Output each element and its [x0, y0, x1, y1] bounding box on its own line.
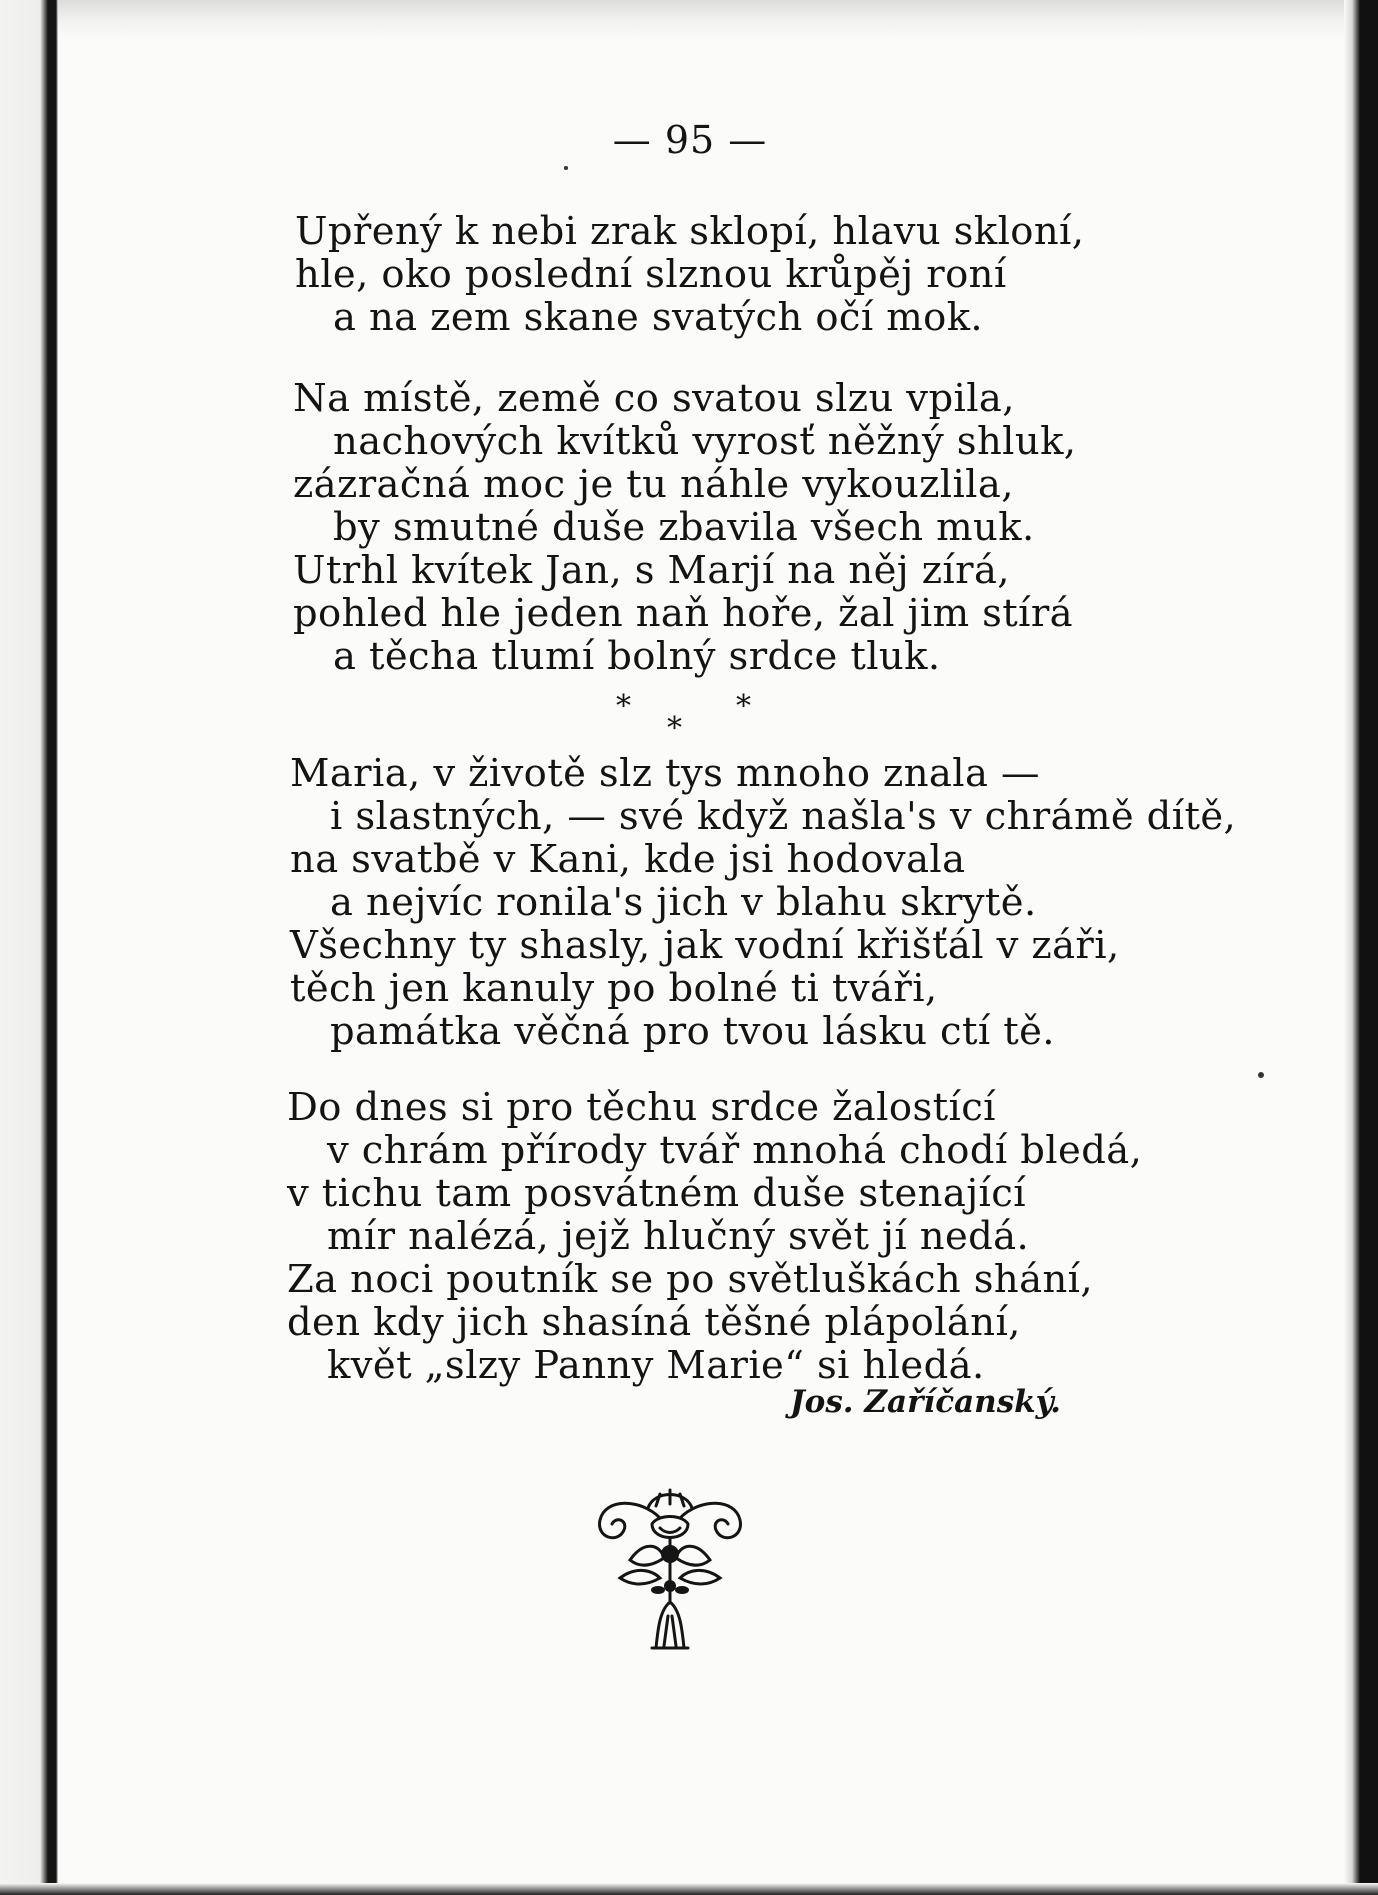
- poem-line: mír nalézá, jejž hlučný svět jí nedá.: [327, 1214, 1030, 1259]
- asterism-star: *: [736, 689, 751, 724]
- poem-line: a na zem skane svatých očí mok.: [333, 295, 984, 340]
- poem-line: zázračná moc je tu náhle vykouzlila,: [293, 462, 1014, 507]
- poem-line: den kdy jich shasíná těšné plápolání,: [287, 1300, 1021, 1345]
- asterism-divider: [612, 688, 762, 748]
- poem-line: těch jen kanuly po bolné ti tváři,: [290, 966, 938, 1011]
- scan-bottom-edge: [0, 1883, 1378, 1895]
- poem-line: v chrám přírody tvář mnohá chodí bledá,: [327, 1128, 1143, 1173]
- poem-line: nachových kvítků vyrosť něžný shluk,: [333, 419, 1077, 464]
- poem-line: a těcha tlumí bolný srdce tluk.: [333, 634, 941, 679]
- poem-line: pohled hle jeden naň hoře, žal jim stírá: [293, 591, 1074, 636]
- poem-line: a nejvíc ronila's jich v blahu skrytě.: [330, 880, 1037, 925]
- poem-line: Na místě, země co svatou slzu vpila,: [293, 376, 1015, 421]
- poem-line: by smutné duše zbavila všech muk.: [333, 505, 1035, 550]
- poem-line: květ „slzy Panny Marie“ si hledá.: [327, 1343, 985, 1388]
- author-signature: Jos. Zaříčanský.: [790, 1384, 1061, 1420]
- scan-right-edge: [1344, 0, 1378, 1895]
- poem-line: Upřený k nebi zrak sklopí, hlavu skloní,: [295, 209, 1085, 254]
- asterism-star: *: [667, 711, 682, 746]
- page-number: — 95 —: [612, 118, 768, 162]
- scan-speck: [564, 166, 568, 170]
- floral-ornament-icon: [590, 1478, 750, 1650]
- scan-speck: [1258, 1072, 1264, 1078]
- asterism-star: *: [616, 689, 631, 724]
- poem-line: Všechny ty shasly, jak vodní křišťál v záři,: [290, 923, 1120, 968]
- poem-line: na svatbě v Kani, kde jsi hodovala: [290, 837, 966, 882]
- scan-top-edge: [0, 0, 1378, 40]
- poem-line: Do dnes si pro těchu srdce žalostící: [287, 1085, 996, 1130]
- poem-line: v tichu tam posvátném duše stenající: [287, 1171, 1026, 1216]
- poem-line: památka věčná pro tvou lásku ctí tě.: [330, 1009, 1055, 1054]
- poem-line: Maria, v životě slz tys mnoho znala —: [290, 751, 1040, 796]
- poem-line: Utrhl kvítek Jan, s Marjí na něj zírá,: [293, 548, 1010, 593]
- poem-line: i slastných, — své když našla's v chrámě dítě,: [330, 794, 1237, 839]
- poem-line: Za noci poutník se po světluškách shání,: [287, 1257, 1094, 1302]
- scan-left-edge: [0, 0, 58, 1895]
- poem-line: hle, oko poslední slznou krůpěj roní: [295, 252, 1007, 297]
